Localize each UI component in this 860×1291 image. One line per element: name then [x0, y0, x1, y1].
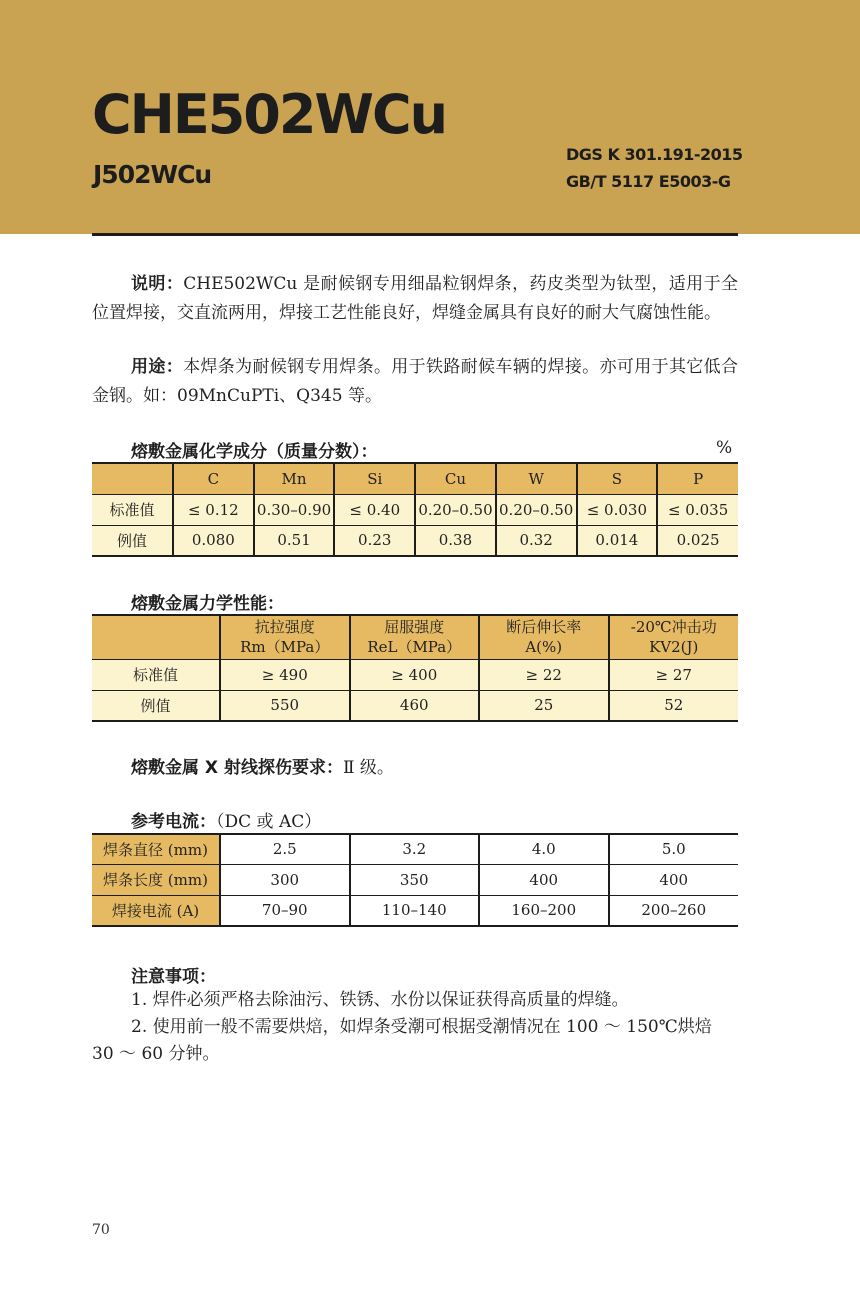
mech-row-label: 标准值 [92, 659, 220, 690]
mech-row-example [92, 690, 738, 721]
mech-cell: ≥ 400 [350, 659, 480, 690]
page-number: 70 [92, 1222, 110, 1238]
current-section-title: 参考电流：（DC 或 AC） [131, 812, 322, 832]
mech-cell: ≥ 27 [609, 659, 739, 690]
note-item: 2. 使用前一般不需要烘焙，如焊条受潮可根据受潮情况在 100 ～ 150℃烘焙 30 ～ 60 分钟。 [92, 1017, 712, 1064]
chem-header-cell [92, 463, 173, 494]
chem-header-cell: P [657, 463, 738, 494]
standard-code-2: GB/T 5117 E5003-G [566, 172, 731, 191]
chem-cell: 0.20–0.50 [415, 494, 496, 525]
chem-cell: 0.38 [415, 525, 496, 556]
chem-cell: 0.20–0.50 [496, 494, 577, 525]
current-cell: 5.0 [609, 834, 739, 864]
mech-header-row [92, 615, 738, 659]
current-row-label: 焊条长度 (mm) [92, 864, 220, 895]
chem-cell: 0.23 [334, 525, 415, 556]
mech-table [92, 614, 738, 722]
chem-cell: ≤ 0.030 [577, 494, 658, 525]
chem-cell: 0.51 [254, 525, 335, 556]
mech-cell: 550 [220, 690, 350, 721]
usage-paragraph [92, 353, 738, 411]
note-item: 1. 焊件必须严格去除油污、铁锈、水份以保证获得高质量的焊缝。 [131, 990, 629, 1010]
mech-cell: 460 [350, 690, 480, 721]
current-note: （DC 或 AC） [216, 812, 322, 832]
current-row-label: 焊接电流 (A) [92, 895, 220, 926]
chem-table [92, 462, 738, 557]
chem-cell: ≤ 0.12 [173, 494, 254, 525]
current-table [92, 833, 738, 927]
chem-header-cell: C [173, 463, 254, 494]
current-cell: 300 [220, 864, 350, 895]
description-paragraph [92, 270, 738, 328]
chem-row-standard [92, 494, 738, 525]
chem-header-cell: S [577, 463, 658, 494]
standard-code-1: DGS K 301.191-2015 [566, 145, 743, 164]
mech-cell: 52 [609, 690, 739, 721]
current-cell: 400 [479, 864, 609, 895]
chem-header-cell: W [496, 463, 577, 494]
header-divider [92, 233, 738, 236]
chem-cell: 0.014 [577, 525, 658, 556]
description-label: 说明： [131, 274, 184, 294]
chem-header-cell: Mn [254, 463, 335, 494]
current-row-label: 焊条直径 (mm) [92, 834, 220, 864]
mech-cell: ≥ 22 [479, 659, 609, 690]
notes-title: 注意事项： [131, 967, 216, 987]
chem-header-cell: Si [334, 463, 415, 494]
xray-value: Ⅱ 级。 [342, 758, 394, 778]
chem-cell: 0.32 [496, 525, 577, 556]
current-cell: 160–200 [479, 895, 609, 926]
current-cell: 70–90 [220, 895, 350, 926]
mech-row-standard [92, 659, 738, 690]
chem-unit: % [716, 438, 733, 458]
usage-text: 本焊条为耐候钢专用焊条。用于铁路耐候车辆的焊接。亦可用于其它低合金钢。如：09MnCuPTi、Q345 等。 [92, 357, 739, 406]
current-cell: 200–260 [609, 895, 739, 926]
xray-requirement [131, 753, 394, 778]
chem-header-row [92, 463, 738, 494]
current-cell: 4.0 [479, 834, 609, 864]
chem-row-label: 例值 [92, 525, 173, 556]
mech-header-cell: 断后伸长率 A(%) [479, 615, 609, 659]
mech-row-label: 例值 [92, 690, 220, 721]
current-cell: 2.5 [220, 834, 350, 864]
current-row-diameter [92, 834, 738, 864]
mech-header-cell: 屈服强度 ReL（MPa） [350, 615, 480, 659]
mech-section-title: 熔敷金属力学性能： [131, 594, 284, 614]
mech-header-cell: 抗拉强度 Rm（MPa） [220, 615, 350, 659]
chem-row-label: 标准值 [92, 494, 173, 525]
header-band [0, 0, 860, 234]
current-row-length [92, 864, 738, 895]
current-cell: 400 [609, 864, 739, 895]
description-text: CHE502WCu 是耐候钢专用细晶粒钢焊条，药皮类型为钛型，适用于全位置焊接，交直流两用，焊接工艺性能良好，焊缝金属具有良好的耐大气腐蚀性能。 [92, 274, 738, 323]
chem-cell: 0.080 [173, 525, 254, 556]
chem-cell: 0.025 [657, 525, 738, 556]
chem-section-title: 熔敷金属化学成分（质量分数）： [131, 442, 378, 462]
mech-cell: 25 [479, 690, 609, 721]
chem-cell: ≤ 0.035 [657, 494, 738, 525]
chem-cell: ≤ 0.40 [334, 494, 415, 525]
current-cell: 3.2 [350, 834, 480, 864]
product-title: CHE502WCu [92, 83, 447, 146]
chem-cell: 0.30–0.90 [254, 494, 335, 525]
usage-label: 用途： [131, 357, 184, 377]
product-subtitle: J502WCu [93, 160, 212, 189]
mech-cell: ≥ 490 [220, 659, 350, 690]
current-row-amperage [92, 895, 738, 926]
chem-row-example [92, 525, 738, 556]
current-cell: 350 [350, 864, 480, 895]
chem-header-cell: Cu [415, 463, 496, 494]
current-cell: 110–140 [350, 895, 480, 926]
mech-header-cell: -20℃冲击功 KV2(J) [609, 615, 739, 659]
xray-label: 熔敷金属 X 射线探伤要求： [131, 758, 343, 778]
